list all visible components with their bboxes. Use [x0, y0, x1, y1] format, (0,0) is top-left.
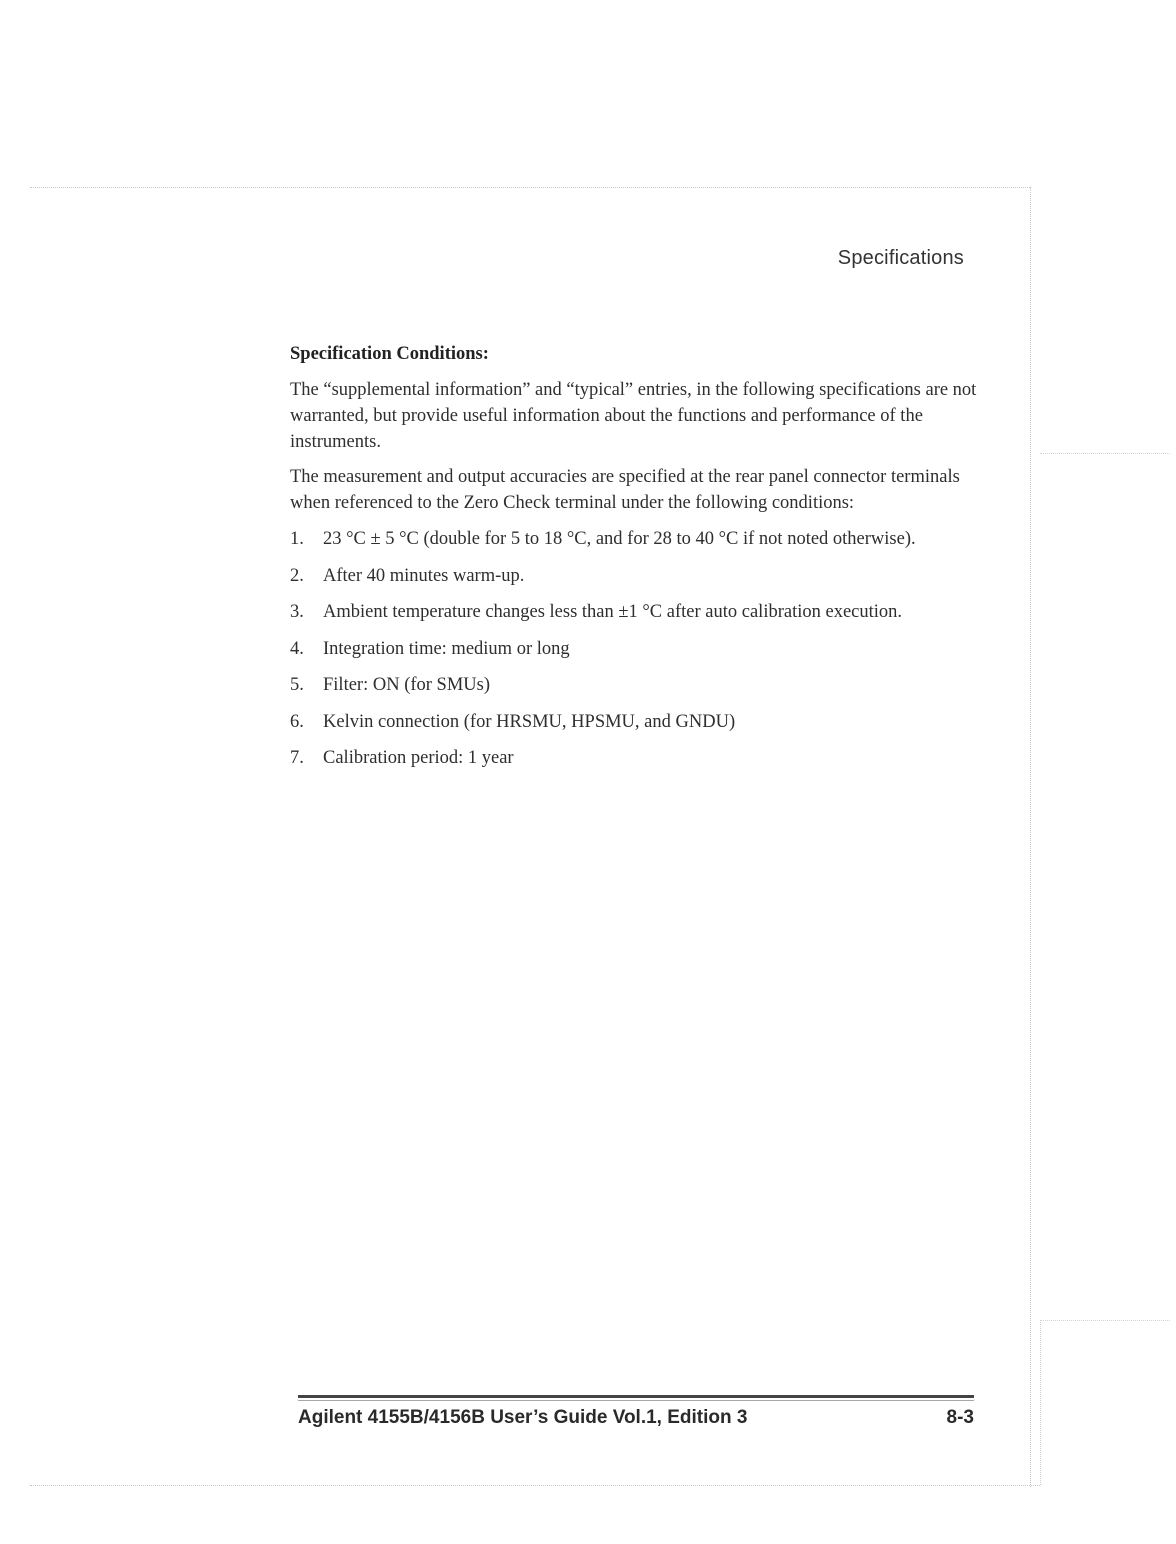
paragraph: The “supplemental information” and “typical” entries, in the following specifications are not warranted, but provide useful information about the functions and performance of the instruments.: [290, 380, 977, 452]
list-item-number: 7.: [290, 748, 304, 768]
list-item-number: 6.: [290, 711, 304, 732]
section-body: [290, 344, 980, 782]
page-footer: [298, 1407, 974, 1429]
footer-page-number: 8-3: [946, 1407, 974, 1428]
list-item-text: Ambient temperature changes less than ±1 °C after auto calibration execution.: [323, 602, 903, 622]
running-head: Specifications: [837, 247, 964, 269]
list-item: [290, 709, 980, 735]
list-item-number: 3.: [290, 602, 304, 622]
list-item-text: Integration time: medium or long: [323, 638, 570, 659]
list-item: [290, 745, 980, 771]
list-item: [290, 672, 980, 698]
footer-rule: [298, 1395, 974, 1398]
list-item-number: 4.: [290, 638, 304, 659]
list-item: [290, 636, 980, 662]
paragraph: The measurement and output accuracies are specified at the rear panel connector terminals when referenced to the Zero Check terminal under the following conditions:: [290, 467, 960, 513]
scan-edge-top: [30, 187, 1030, 188]
list-item-text: After 40 minutes warm-up.: [323, 565, 525, 586]
list-item: [290, 563, 980, 589]
list-item-number: 5.: [290, 675, 304, 695]
scan-edge-bottom: [30, 1485, 1040, 1486]
scan-edge-right: [1030, 187, 1031, 1487]
list-item-text: 23 °C ± 5 °C (double for 5 to 18 °C, and for 28 to 40 °C if not noted otherwise).: [323, 529, 916, 549]
section-title: Specification Conditions:: [290, 344, 489, 364]
footer-book-title: Agilent 4155B/4156B User’s Guide Vol.1, Edition 3: [298, 1407, 748, 1428]
list-item-text: Calibration period: 1 year: [323, 748, 514, 768]
conditions-list: [290, 526, 980, 771]
list-item: [290, 526, 980, 552]
list-item-text: Kelvin connection (for HRSMU, HPSMU, and GNDU): [323, 711, 736, 732]
scan-edge-mark: [1040, 453, 1170, 454]
list-item-number: 2.: [290, 565, 304, 586]
scan-edge-right-outer: [1040, 1320, 1041, 1485]
list-item-number: 1.: [290, 529, 304, 549]
list-item: [290, 599, 980, 625]
scan-edge-mark: [1040, 1320, 1170, 1321]
list-item-text: Filter: ON (for SMUs): [323, 675, 491, 695]
footer-rule-thin: [298, 1400, 974, 1401]
